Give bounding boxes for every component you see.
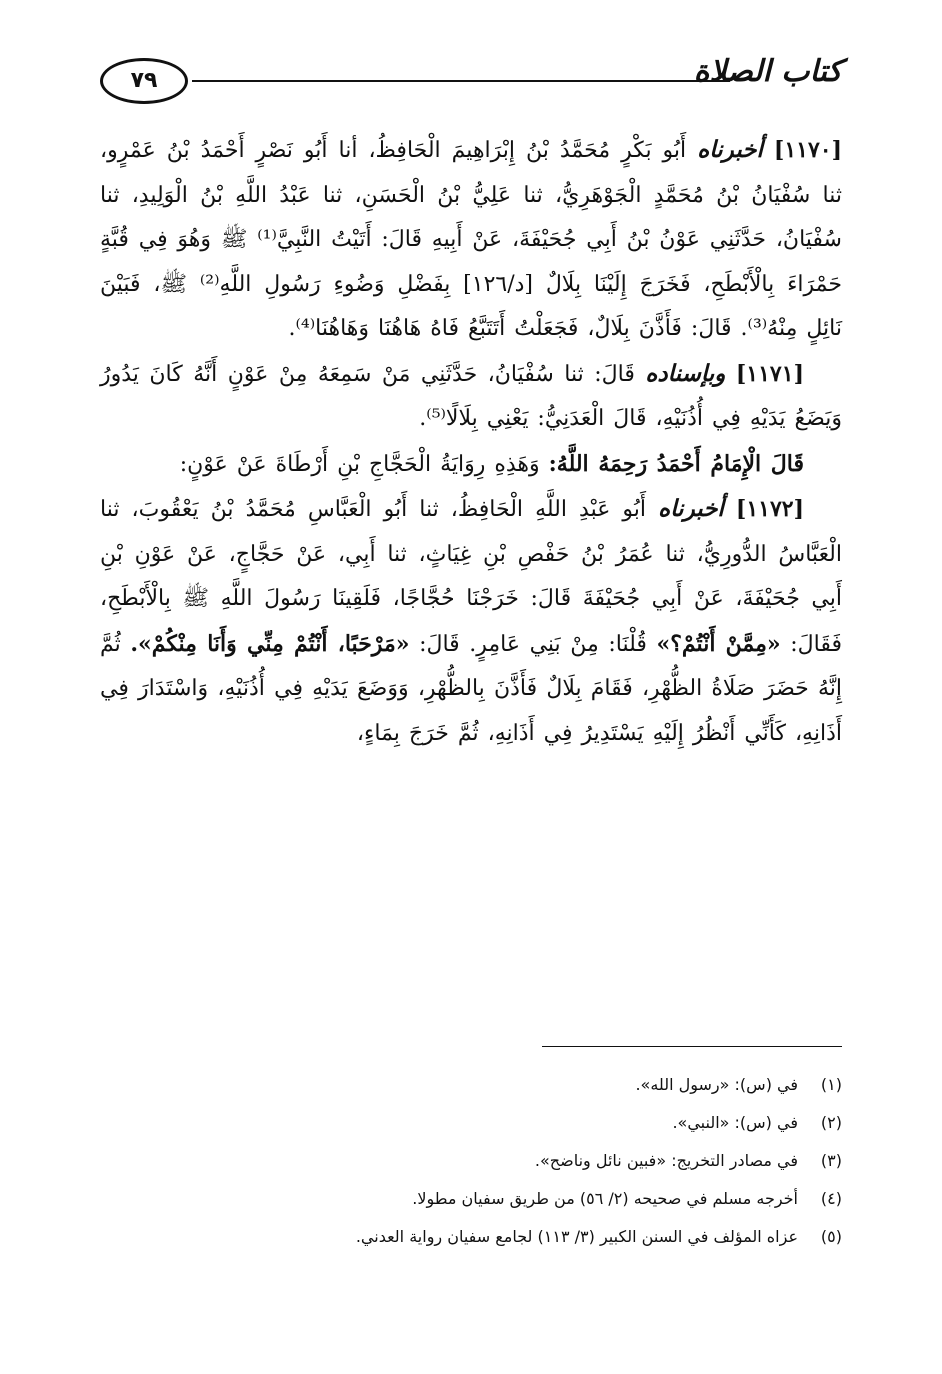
- book-title: كتاب الصلاة: [693, 54, 842, 89]
- hadith-text: ثُمَّ إِنَّهُ حَضَرَ صَلَاةُ الظُّهْرِ، فَقَامَ بِلَالٌ فَأَذَّنَ بِالظُّهْرِ، وَوَضَعَ يَدَيْهِ فِي أُذُنَيْهِ، وَاسْتَدَارَ فِي أَذَانِهِ، كَأَنِّي أَنْظُرُ إِلَيْهِ يَسْتَدِيرُ فِي أَذَانِهِ، ثُمَّ خَرَجَ بِمَاءٍ،: [100, 631, 842, 746]
- footnote: [100, 1142, 842, 1180]
- footnote-text: أخرجه مسلم في صحيحه (٢/ ٥٦) من طريق سفيان مطولا.: [412, 1189, 798, 1208]
- footnotes: [100, 1066, 842, 1256]
- hadith-number: [١١٧٢]: [735, 496, 805, 522]
- header-rule: [192, 80, 730, 82]
- prophet-quote: «مَرْحَبًا، أَنْتُمْ مِنِّي وَأَنَا مِنْكُمْ».: [130, 630, 410, 657]
- footnote-text: في مصادر التخريج: «فبين نائل وناضح».: [534, 1151, 798, 1170]
- imam-note: [100, 442, 842, 488]
- hadith-lead: أخبرناه: [658, 495, 724, 522]
- page-header: [100, 52, 842, 110]
- hadith-lead: وبإسناده: [645, 359, 726, 387]
- hadith-1170: [100, 128, 842, 352]
- prophet-quote: «مِمَّنْ أَنْتُمْ؟»: [656, 630, 781, 657]
- hadith-1172: [100, 487, 842, 756]
- hadith-number: [١١٧١]: [735, 360, 804, 387]
- footnote-label: (٤): [820, 1189, 842, 1208]
- footnote: [100, 1180, 842, 1218]
- footnote-label: (٣): [820, 1151, 842, 1170]
- footnote-label: (٢): [820, 1113, 842, 1132]
- hadith-1171: [100, 352, 842, 442]
- footnote: [100, 1104, 842, 1142]
- footnote: [100, 1218, 842, 1256]
- imam-note-lead: قَالَ الْإِمَامُ أَحْمَدُ رَحِمَهُ اللَّهُ:: [548, 450, 804, 477]
- hadith-text: أَبُو عَبْدِ اللَّهِ الْحَافِظُ، ثنا أَبُو الْعَبَّاسِ مُحَمَّدُ بْنُ يَعْقُوبَ، ثنا الْعَبَّاسُ الدُّورِيُّ، ثنا عُمَرُ بْنُ حَفْصِ بْنِ غِيَاثٍ، ثنا أَبِي، عَنْ حَجَّاجٍ، عَنْ عَوْنِ بْنِ أَبِي جُحَيْفَةَ، عَنْ أَبِي جُحَيْفَةَ قَالَ: خَرَجْنَا حُجَّاجًا، فَلَقِينَا رَسُولَ اللَّهِ ﷺ بِالْأَبْطَحِ، فَقَالَ:: [100, 497, 842, 657]
- hadith-text: قَالَ: ثنا سُفْيَانُ، حَدَّثَنِي مَنْ سَمِعَهُ مِنْ عَوْنٍ أَنَّهُ كَانَ يَدُورُ وَيَضَعُ يَدَيْهِ فِي أُذُنَيْهِ، قَالَ الْعَدَنِيُّ: يَعْنِي بِلَالًا⁽⁵⁾.: [100, 361, 842, 431]
- hadith-text: أَبُو بَكْرٍ مُحَمَّدُ بْنُ إِبْرَاهِيمَ الْحَافِظُ، أنا أَبُو نَصْرٍ أَحْمَدُ بْنُ عَمْرٍو، ثنا سُفْيَانُ بْنُ مُحَمَّدٍ الْجَوْهَرِيُّ، ثنا عَلِيُّ بْنُ الْحَسَنِ، ثنا عَبْدُ اللَّهِ بْنُ الْوَلِيدِ، ثنا سُفْيَانُ، حَدَّثَنِي عَوْنُ بْنُ أَبِي جُحَيْفَةَ، عَنْ أَبِيهِ قَالَ: أَتَيْتُ النَّبِيَّ⁽¹⁾ ﷺ وَهُوَ فِي قُبَّةٍ حَمْرَاءَ بِالْأَبْطَحِ، فَخَرَجَ إِلَيْنَا بِلَالٌ [د/١٢٦] بِفَضْلِ وَضُوءِ رَسُولِ اللَّهِ⁽²⁾ ﷺ، فَبَيْنَ نَائِلٍ مِنْهُ⁽³⁾. قَالَ: فَأَذَّنَ بِلَالٌ، فَجَعَلْتُ أَتَتَبَّعُ فَاهُ هَاهُنَا وَهَاهُنَا⁽⁴⁾.: [100, 138, 843, 341]
- main-text: [100, 128, 842, 756]
- footnote-text: في (س): «رسول الله».: [635, 1075, 798, 1094]
- hadith-number: [١١٧٠]: [773, 137, 843, 163]
- footnote-separator: [542, 1046, 842, 1047]
- imam-note-text: وَهَذِهِ رِوَايَةُ الْحَجَّاجِ بْنِ أَرْطَاةَ عَنْ عَوْنٍ:: [179, 451, 540, 477]
- hadith-lead: أخبرناه: [697, 136, 763, 163]
- footnote-label: (١): [820, 1075, 842, 1094]
- footnote: [100, 1066, 842, 1104]
- page-number: ٧٩: [100, 58, 188, 104]
- footnote-text: عزاه المؤلف في السنن الكبير (٣/ ١١٣) لجامع سفيان رواية العدني.: [355, 1227, 798, 1246]
- footnote-label: (٥): [820, 1227, 842, 1246]
- footnote-text: في (س): «النبي».: [672, 1113, 798, 1132]
- hadith-text: قُلْنَا: مِنْ بَنِي عَامِرٍ. قَالَ:: [419, 631, 647, 657]
